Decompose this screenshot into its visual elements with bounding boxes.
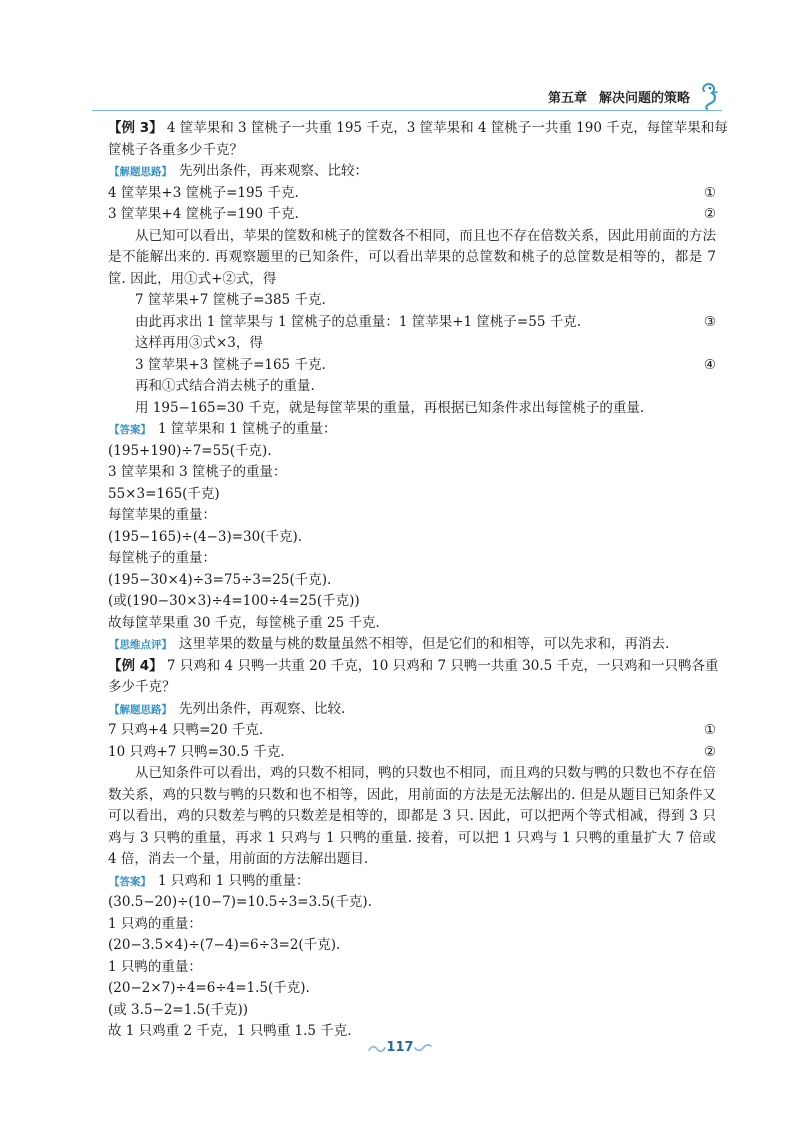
answer-text: 1 只鸡和 1 只鸭的重量：	[158, 872, 310, 889]
equation-marker: ④	[703, 356, 716, 373]
wave-icon	[414, 1042, 432, 1054]
subtract-text	[108, 398, 716, 420]
example-4-label: 【例 4】	[108, 657, 163, 674]
answer-text: 3 筐苹果和 3 筐桃子的重量：	[108, 464, 287, 480]
example-3-analysis: 从已知可以看出，苹果的筐数和桃子的筐数各不相同，而且也不存在倍数关系，因此用前面的方法是不能解出来的. 再观察题里的已知条件，可以看出苹果的总筐数和桃子的总筐数是相等的，都是 7 筐. 因此，用①式+②式，得	[108, 227, 716, 287]
answer-text: 1 筐苹果和 1 筐桃子的重量：	[158, 421, 337, 437]
answer-line	[108, 613, 716, 635]
example-4-question-line-2	[108, 677, 716, 699]
equation-marker: ①	[703, 184, 716, 201]
body-text: 这样再用③式×3，得	[135, 335, 263, 351]
answer-line	[108, 441, 716, 463]
equation-text: 4 筐苹果+3 筐桃子=195 千克.	[108, 184, 299, 201]
equation-2	[108, 742, 716, 764]
combine-text	[108, 376, 716, 398]
example-3-answer	[108, 419, 716, 441]
body-text: 再和①式结合消去桃子的重量.	[135, 378, 315, 394]
answer-line	[108, 914, 716, 936]
seahorse-icon	[694, 82, 720, 110]
answer-text: 1 只鸭的重量：	[108, 958, 202, 975]
example-4-analysis: 从已知条件可以看出，鸡的只数不相同，鸭的只数也不相同，而且鸡的只数与鸭的只数也不存在倍数关系，鸡的只数与鸭的只数和也不相等，因此，用前面的方法是无法解出的. 但是从题目已知条件又可以看出，鸡的只数差与鸭的只数差是相等的，即都是 3 只. 因此，可以把两个等式相减，得到 3 只鸡与 3 只鸭的重量，再求 1 只鸡与 1 只鸭的重量. 接着，可以把 1 只鸡与 1 只鸭的重量扩大 7 倍或 4 倍，消去一个量，用前面的方法解出题目.	[108, 765, 716, 867]
equation-marker: ②	[703, 743, 716, 760]
approach-text: 先列出条件，再来观察、比较：	[179, 163, 368, 179]
equation-1	[108, 183, 716, 205]
answer-text: (20−3.5×4)÷(7−4)=6÷3=2(千克).	[108, 937, 341, 953]
answer-line	[108, 957, 716, 979]
chapter-label: 第五章	[547, 90, 587, 106]
example-3-approach	[108, 161, 716, 183]
comment-tag: 【思维点评】	[109, 639, 172, 651]
answer-line	[108, 527, 716, 549]
example-4-approach	[108, 699, 716, 721]
equation-marker: ①	[703, 722, 716, 738]
example-3-label: 【例 3】	[108, 120, 163, 136]
equation-marker: ②	[703, 206, 716, 222]
answer-text: (195−30×4)÷3=75÷3=25(千克).	[108, 571, 332, 588]
page-content	[108, 118, 728, 1043]
equation-3	[108, 312, 716, 334]
equation-text: 由此再求出 1 筐苹果与 1 筐桃子的总重量：1 筐苹果+1 筐桃子=55 千克.	[135, 313, 581, 330]
approach-tag: 【解题思路】	[109, 703, 172, 716]
answer-line	[108, 591, 716, 613]
equation-text: 7 筐苹果+7 筐桃子=385 千克.	[135, 292, 326, 308]
answer-line	[108, 548, 716, 570]
answer-text: 1 只鸡的重量：	[108, 915, 202, 932]
answer-text: (20−2×7)÷4=6÷4=1.5(千克).	[108, 980, 310, 996]
answer-text: 故 1 只鸡重 2 千克，1 只鸭重 1.5 千克.	[108, 1023, 352, 1039]
equation-4	[108, 355, 716, 377]
answer-text: 55×3=165(千克)	[108, 485, 220, 502]
example-3-question: 4 筐苹果和 3 筐桃子一共重 195 千克，3 筐苹果和 4 筐桃子一共重 190 千克，每筐苹果和每	[166, 120, 728, 136]
equation-text: 7 只鸡+4 只鸭=20 千克.	[108, 722, 264, 738]
answer-text: 故每筐苹果重 30 千克，每筐桃子重 25 千克.	[108, 614, 380, 631]
example-4-question-cont: 多少千克？	[108, 679, 176, 695]
approach-tag: 【解题思路】	[109, 166, 172, 178]
example-4-question: 7 只鸡和 4 只鸭一共重 20 千克，10 只鸡和 7 只鸭一共重 30.5 千克，一只鸡和一只鸭各重	[166, 657, 719, 674]
answer-line	[108, 505, 716, 527]
answer-line	[108, 978, 716, 1000]
answer-text: (30.5−20)÷(10−7)=10.5÷3=3.5(千克).	[108, 894, 372, 910]
equation-sum	[108, 290, 716, 312]
example-3-question-line-1	[108, 118, 728, 140]
comment-text: 这里苹果的数量与桃的数量虽然不相等，但是它们的和相等，可以先求和，再消去.	[179, 636, 670, 652]
page-number: 117	[386, 1040, 414, 1055]
example-4-question-line-1	[108, 656, 719, 678]
answer-text: (195+190)÷7=55(千克).	[108, 442, 272, 459]
example-4-answer	[108, 871, 716, 893]
answer-tag: 【答案】	[109, 875, 151, 888]
answer-text: 每筐桃子的重量：	[108, 550, 216, 566]
example-3-question-line-2	[108, 140, 716, 162]
answer-text: 每筐苹果的重量：	[108, 507, 216, 523]
equation-1	[108, 720, 716, 742]
equation-marker: ③	[703, 313, 716, 330]
header-rule	[92, 110, 722, 111]
equation-text: 3 筐苹果+3 筐桃子=165 千克.	[135, 356, 326, 373]
equation-text: 10 只鸡+7 只鸭=30.5 千克.	[108, 743, 285, 760]
example-3-comment	[108, 634, 716, 656]
body-text: 用 195−165=30 千克，就是每筐苹果的重量，再根据已知条件求出每筐桃子的重量.	[135, 399, 645, 416]
equation-2	[108, 204, 716, 226]
wave-icon	[368, 1042, 386, 1054]
answer-tag: 【答案】	[109, 424, 151, 436]
answer-line	[108, 484, 716, 506]
answer-text: (195−165)÷(4−3)=30(千克).	[108, 528, 303, 545]
chapter-title: 解决问题的策略	[598, 90, 690, 106]
answer-line	[108, 935, 716, 957]
use-equation-3	[108, 333, 716, 355]
answer-line	[108, 892, 716, 914]
answer-line	[108, 1000, 716, 1022]
page-header	[548, 82, 720, 110]
answer-line	[108, 462, 716, 484]
approach-text: 先列出条件，再观察、比较.	[179, 700, 346, 717]
equation-text: 3 筐苹果+4 筐桃子=190 千克.	[108, 206, 299, 222]
answer-line	[108, 570, 716, 592]
answer-text: (或 3.5−2=1.5(千克))	[108, 1001, 249, 1018]
page-footer	[0, 1040, 800, 1055]
example-3-question-cont: 筐桃子各重多少千克？	[108, 141, 243, 158]
answer-text: (或(190−30×3)÷4=100÷4=25(千克))	[108, 593, 360, 609]
